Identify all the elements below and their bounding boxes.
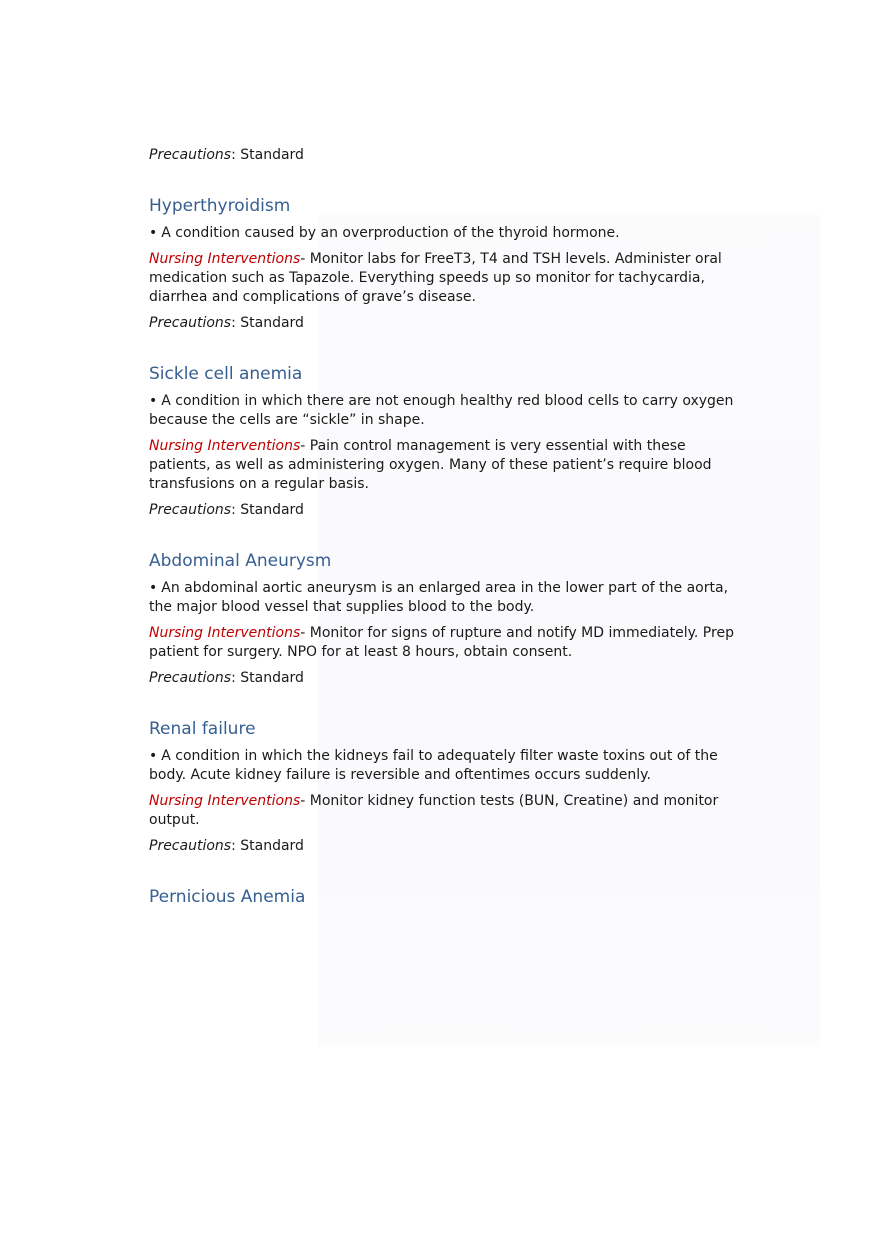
precautions-line (149, 314, 739, 333)
precautions-value: Standard (240, 838, 304, 854)
nursing-interventions-text: Monitor kidney function tests (BUN, Creatine) and monitor output. (149, 793, 719, 828)
section-heading-pernicious-anemia: Pernicious Anemia (149, 887, 306, 907)
nursing-separator: - (300, 625, 310, 641)
nursing-interventions-text: Monitor labs for FreeT3, T4 and TSH levels. Administer oral medication such as Tapazole. Everything speeds up so monitor for tachycardia, diarrhea and complications of grave’s disease. (149, 251, 722, 305)
section-heading: Hyperthyroidism (149, 196, 291, 216)
precautions-separator: : (231, 838, 241, 854)
nursing-interventions-text: Monitor for signs of rupture and notify MD immediately. Prep patient for surgery. NPO for at least 8 hours, obtain consent. (149, 625, 734, 660)
precautions-value: Standard (240, 670, 304, 686)
precautions-separator: : (231, 502, 241, 518)
description-text: An abdominal aortic aneurysm is an enlarged area in the lower part of the aorta, the major blood vessel that supplies blood to the body. (149, 580, 729, 615)
description-text: A condition in which there are not enough healthy red blood cells to carry oxygen because the cells are “sickle” in shape. (149, 393, 734, 428)
precautions-label: Precautions (149, 838, 232, 854)
precautions-value: Standard (240, 502, 304, 518)
precautions-line (149, 146, 739, 165)
document-content (149, 146, 739, 915)
nursing-interventions (149, 624, 739, 662)
nursing-interventions (149, 437, 739, 494)
precautions-line (149, 501, 739, 520)
precautions-separator: : (231, 315, 241, 331)
description-text: A condition caused by an overproduction of the thyroid hormone. (161, 225, 620, 241)
precautions-value: Standard (240, 147, 304, 163)
precautions-line (149, 837, 739, 856)
nursing-interventions-label: Nursing Interventions (149, 438, 301, 454)
section-heading: Abdominal Aneurysm (149, 551, 332, 571)
nursing-interventions-text: Pain control management is very essential with these patients, as well as administering oxygen. Many of these patient’s require blood transfusions on a regular basis. (149, 438, 712, 492)
nursing-interventions-label: Nursing Interventions (149, 251, 301, 267)
bullet-icon: • (149, 748, 158, 764)
precautions-label: Precautions (149, 147, 232, 163)
section-description (149, 224, 739, 243)
precautions-separator: : (231, 670, 241, 686)
bullet-icon: • (149, 393, 158, 409)
bullet-icon: • (149, 580, 158, 596)
precautions-label: Precautions (149, 502, 232, 518)
precautions-value: Standard (240, 315, 304, 331)
section-renal-failure (149, 718, 739, 856)
bullet-icon: • (149, 225, 158, 241)
section-description (149, 392, 739, 430)
nursing-separator: - (300, 793, 310, 809)
precautions-label: Precautions (149, 670, 232, 686)
nursing-separator: - (300, 438, 310, 454)
section-hyperthyroidism (149, 195, 739, 333)
section-sickle-cell-anemia (149, 363, 739, 520)
nursing-interventions-label: Nursing Interventions (149, 793, 301, 809)
precautions-line (149, 669, 739, 688)
section-description (149, 579, 739, 617)
precautions-label: Precautions (149, 315, 232, 331)
section-heading: Sickle cell anemia (149, 364, 303, 384)
section-abdominal-aneurysm (149, 550, 739, 688)
precautions-separator: : (231, 147, 241, 163)
nursing-interventions (149, 792, 739, 830)
nursing-separator: - (300, 251, 310, 267)
nursing-interventions-label: Nursing Interventions (149, 625, 301, 641)
section-description (149, 747, 739, 785)
description-text: A condition in which the kidneys fail to adequately filter waste toxins out of the body. Acute kidney failure is reversible and oftentimes occurs suddenly. (149, 748, 718, 783)
section-heading: Renal failure (149, 719, 256, 739)
nursing-interventions (149, 250, 739, 307)
